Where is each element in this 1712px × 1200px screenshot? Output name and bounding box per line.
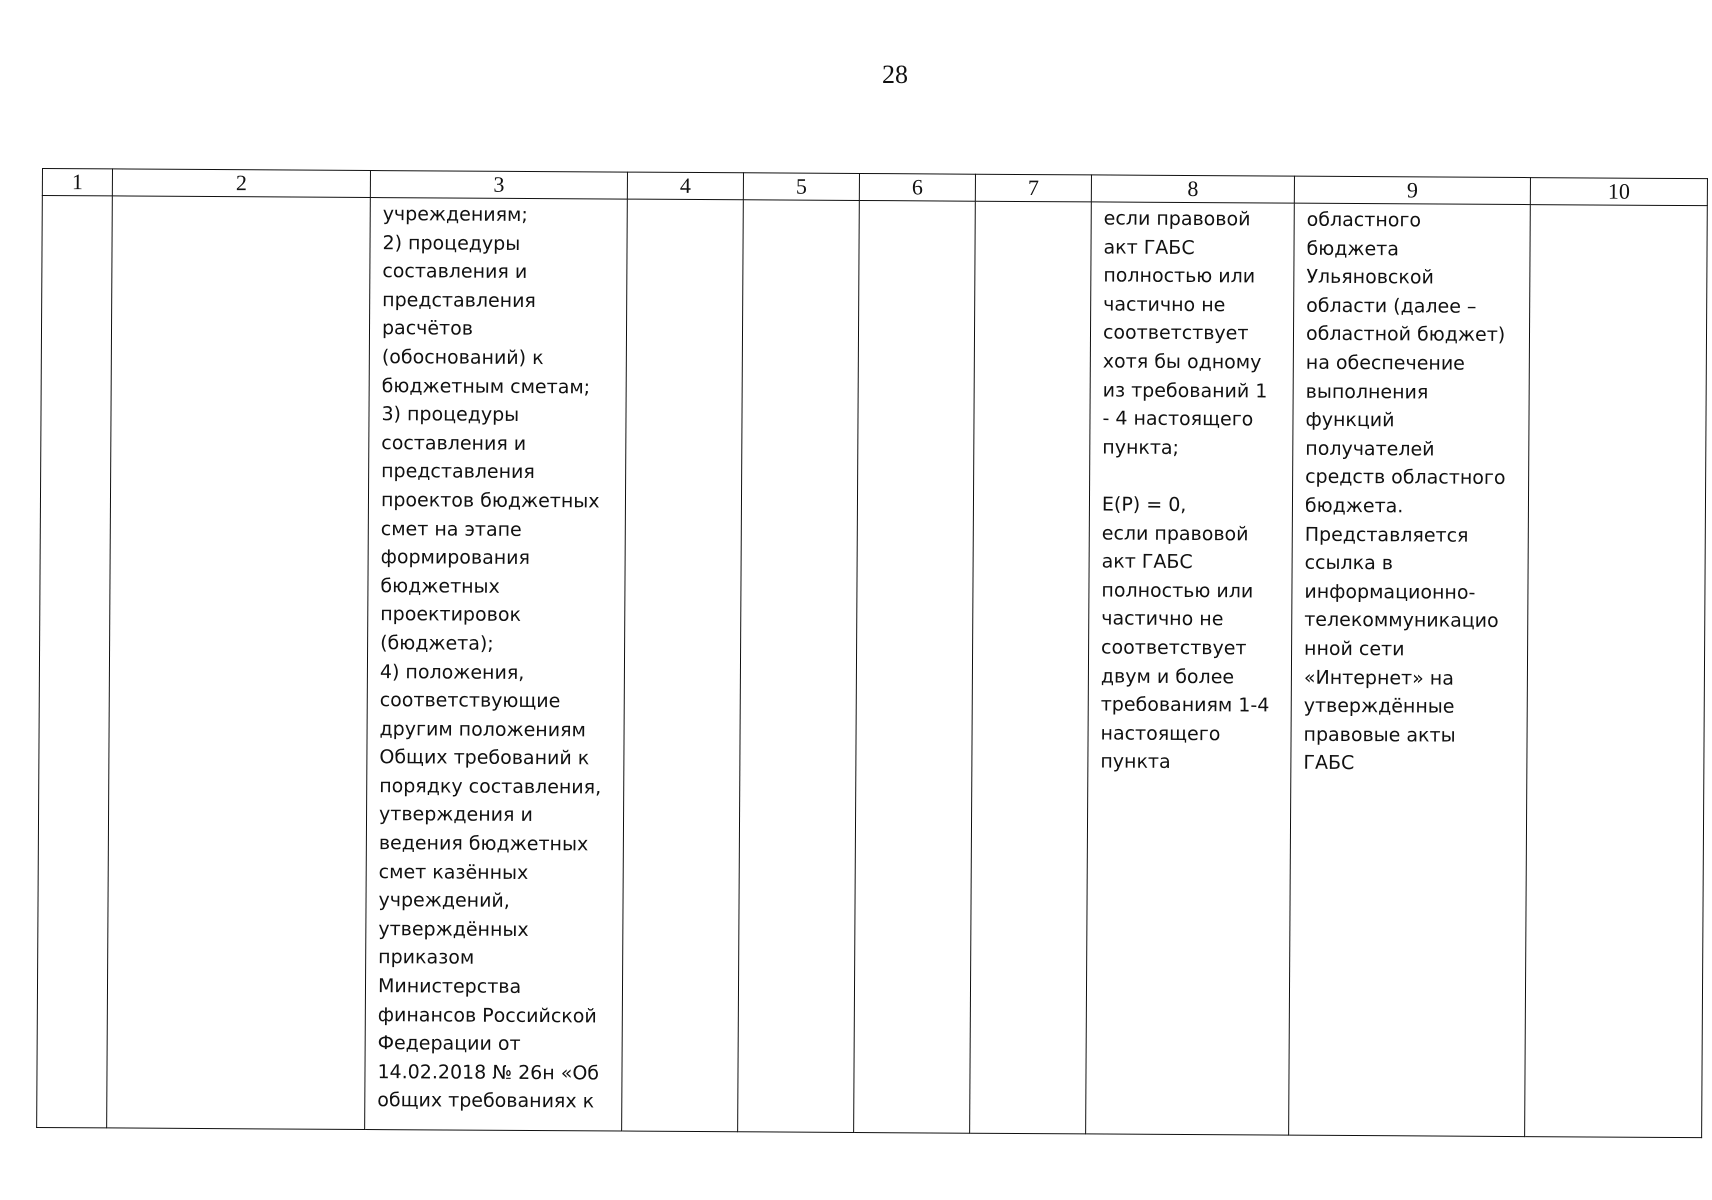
cell-text-line: соответствует	[1102, 321, 1249, 345]
cell-text-line: Министерства	[377, 975, 522, 998]
cell-text-line: бюджета.	[1304, 494, 1404, 518]
cell-text-line: (бюджета);	[380, 631, 494, 655]
cell-text-line: Федерации от	[377, 1032, 521, 1056]
cell-text-line: акт ГАБС	[1101, 550, 1193, 574]
cell-col-4	[622, 199, 744, 1132]
cell-text-line: области (далее –	[1306, 294, 1477, 318]
cell-text-line: утверждённые	[1303, 694, 1455, 718]
cell-text-line: финансов Российской	[377, 1003, 597, 1028]
col-header-10: 10	[1530, 178, 1707, 206]
cell-text-line: проектировок	[380, 603, 522, 627]
cell-text-line: соответствующие	[379, 689, 561, 713]
cell-text-line: смет на этапе	[380, 517, 522, 541]
cell-text-line: 2) процедуры	[382, 231, 521, 255]
cell-text-line: формирования	[380, 546, 531, 570]
cell-col-3	[365, 198, 628, 1132]
cell-text-line: частично не	[1101, 607, 1224, 631]
cell-col-2	[107, 196, 371, 1130]
cell-text-line: 14.02.2018 № 26н «Об	[377, 1060, 600, 1085]
cell-text-line: информационно-	[1304, 580, 1476, 604]
cell-text-line: пункта;	[1102, 436, 1180, 459]
cell-text-line: правовые акты	[1303, 723, 1456, 747]
cell-text-line: 4) положения,	[379, 660, 525, 684]
cell-text-line: учреждениям;	[382, 203, 528, 226]
cell-text-line: представления	[382, 288, 536, 312]
cell-text-line: нной сети	[1304, 637, 1405, 661]
col-header-3: 3	[370, 171, 627, 200]
col-header-4: 4	[627, 172, 743, 200]
cell-col-7	[970, 201, 1092, 1134]
cell-text-line: бюджетных	[380, 574, 500, 598]
cell-text-line: телекоммуникацио	[1304, 609, 1499, 633]
cell-text-line: средств областного	[1305, 466, 1506, 490]
cell-text-line: областного	[1306, 208, 1422, 232]
cell-text-line: бюджета	[1306, 237, 1399, 260]
cell-col-10	[1525, 205, 1708, 1138]
data-table-sheet	[36, 168, 1707, 1138]
cell-text-line: другим положениям	[379, 717, 586, 742]
cell-text-line: полностью или	[1103, 264, 1256, 288]
cell-text-line: порядку составления,	[379, 774, 602, 799]
cell-col-1	[37, 196, 113, 1128]
cell-text-line: пункта	[1100, 750, 1171, 774]
cell-text-line: утверждения и	[378, 803, 533, 827]
cell-text-line: Общих требований к	[379, 746, 590, 770]
cell-text-line: «Интернет» на	[1303, 666, 1454, 690]
cell-text-line: приказом	[378, 946, 475, 970]
cell-text-line: если правовой	[1103, 207, 1251, 231]
col-header-1: 1	[42, 169, 112, 196]
col-header-2: 2	[112, 169, 370, 198]
cell-text-line: Ульяновской	[1306, 265, 1434, 289]
data-table	[36, 168, 1708, 1138]
cell-col-5	[738, 200, 860, 1133]
cell-col-8-text	[1088, 202, 1294, 777]
cell-text-line: функций	[1305, 408, 1395, 432]
cell-text-line: если правовой	[1101, 522, 1249, 545]
cell-text-line: бюджетным сметам;	[381, 374, 591, 398]
cell-text-line: ГАБС	[1303, 751, 1355, 775]
cell-text-line: настоящего	[1100, 722, 1221, 745]
cell-text-line: представления	[381, 460, 535, 484]
cell-col-8	[1086, 202, 1295, 1135]
cell-text-line: ведения бюджетных	[378, 832, 589, 856]
col-header-8: 8	[1091, 175, 1294, 203]
cell-text-line: из требований 1	[1102, 379, 1268, 403]
cell-text-line: смет казённых	[378, 860, 529, 884]
cell-text-line: акт ГАБС	[1103, 236, 1195, 259]
page-number: 28	[882, 60, 908, 89]
cell-text-line: соответствует	[1101, 636, 1247, 660]
cell-text-line: - 4 настоящего	[1102, 407, 1254, 431]
table-row	[37, 196, 1708, 1138]
cell-text-line: проектов бюджетных	[380, 489, 600, 513]
cell-text-line: общих требованиях к	[377, 1089, 595, 1113]
cell-col-9	[1289, 203, 1531, 1136]
col-header-6: 6	[859, 173, 975, 201]
cell-text-line: (обоснований) к	[381, 346, 544, 370]
cell-text-line: полностью или	[1101, 579, 1254, 603]
cell-text-line: учреждений,	[378, 889, 510, 913]
cell-text-line: составления и	[382, 260, 528, 284]
cell-col-3-text	[365, 198, 627, 1117]
cell-col-9-text	[1291, 204, 1530, 779]
cell-text-line: расчётов	[381, 317, 474, 341]
cell-text-line: областной бюджет)	[1305, 323, 1506, 347]
cell-text-line: частично не	[1103, 293, 1226, 317]
cell-text-line: получателей	[1305, 437, 1435, 461]
cell-col-6	[854, 200, 976, 1133]
cell-text-line: на обеспечение	[1305, 351, 1465, 375]
col-header-5: 5	[743, 173, 859, 201]
col-header-7: 7	[975, 174, 1091, 202]
cell-text-line: выполнения	[1305, 380, 1429, 404]
paragraph-gap	[1102, 462, 1284, 492]
cell-text-line: утверждённых	[378, 917, 529, 941]
cell-text-line: 3) процедуры	[381, 403, 520, 427]
cell-text-line: E(P) = 0,	[1101, 493, 1187, 516]
cell-text-line: двум и более	[1100, 664, 1235, 688]
cell-text-line: хотя бы одному	[1102, 350, 1262, 374]
cell-text-line: Представляется	[1304, 523, 1469, 547]
cell-text-line: ссылка в	[1304, 551, 1394, 575]
cell-text-line: требованиям 1-4	[1100, 693, 1270, 717]
cell-text-line: составления и	[381, 431, 527, 455]
col-header-9: 9	[1294, 176, 1530, 204]
